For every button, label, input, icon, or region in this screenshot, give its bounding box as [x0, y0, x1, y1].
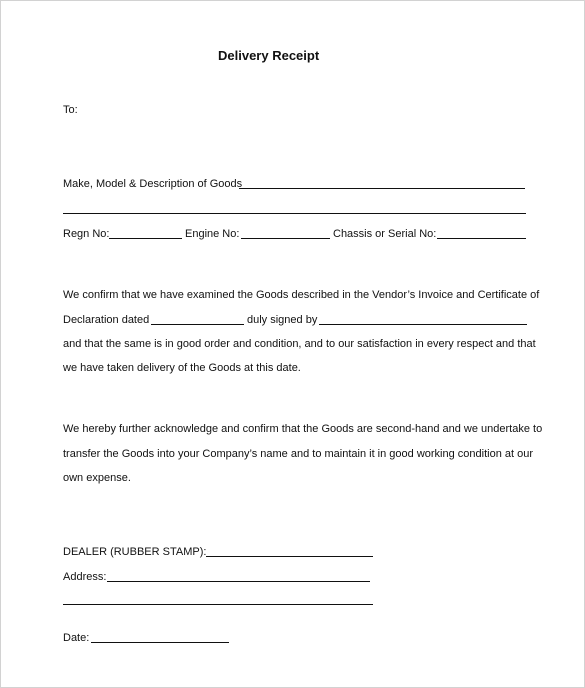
- declaration-date-blank-line[interactable]: [151, 324, 244, 325]
- dealer-blank-line[interactable]: [206, 556, 373, 557]
- paragraph-2-line-2: transfer the Goods into your Company’s name and to maintain it in good working condition at our: [63, 448, 534, 460]
- goods-blank-line[interactable]: [239, 188, 525, 189]
- address-label: Address:: [63, 571, 107, 583]
- chassis-blank-line[interactable]: [437, 238, 526, 239]
- to-label: To:: [63, 104, 78, 116]
- address-continuation-line[interactable]: [63, 604, 373, 605]
- signed-by-label: duly signed by: [247, 314, 318, 326]
- chassis-label: Chassis or Serial No:: [333, 228, 437, 240]
- paragraph-1-line-4: we have taken delivery of the Goods at this date.: [63, 362, 301, 374]
- date-blank-line[interactable]: [91, 642, 229, 643]
- goods-label: Make, Model & Description of Goods: [63, 178, 243, 190]
- paragraph-1-line-1: We confirm that we have examined the Goods described in the Vendor’s Invoice and Certificate of: [63, 289, 540, 301]
- address-blank-line[interactable]: [107, 581, 370, 582]
- regn-blank-line[interactable]: [109, 238, 182, 239]
- engine-label: Engine No:: [185, 228, 240, 240]
- date-label: Date:: [63, 632, 90, 644]
- goods-continuation-line[interactable]: [63, 213, 526, 214]
- paragraph-2-line-1: We hereby further acknowledge and confirm that the Goods are second-hand and we undertake to: [63, 423, 543, 435]
- regn-label: Regn No:: [63, 228, 110, 240]
- engine-blank-line[interactable]: [241, 238, 330, 239]
- signed-by-blank-line[interactable]: [319, 324, 527, 325]
- declaration-dated-label: Declaration dated: [63, 314, 150, 326]
- dealer-label: DEALER (RUBBER STAMP):: [63, 546, 207, 558]
- paragraph-1-line-3: and that the same is in good order and condition, and to our satisfaction in every respect and that: [63, 338, 536, 350]
- paragraph-2-line-3: own expense.: [63, 472, 131, 484]
- document-title: Delivery Receipt: [218, 48, 320, 63]
